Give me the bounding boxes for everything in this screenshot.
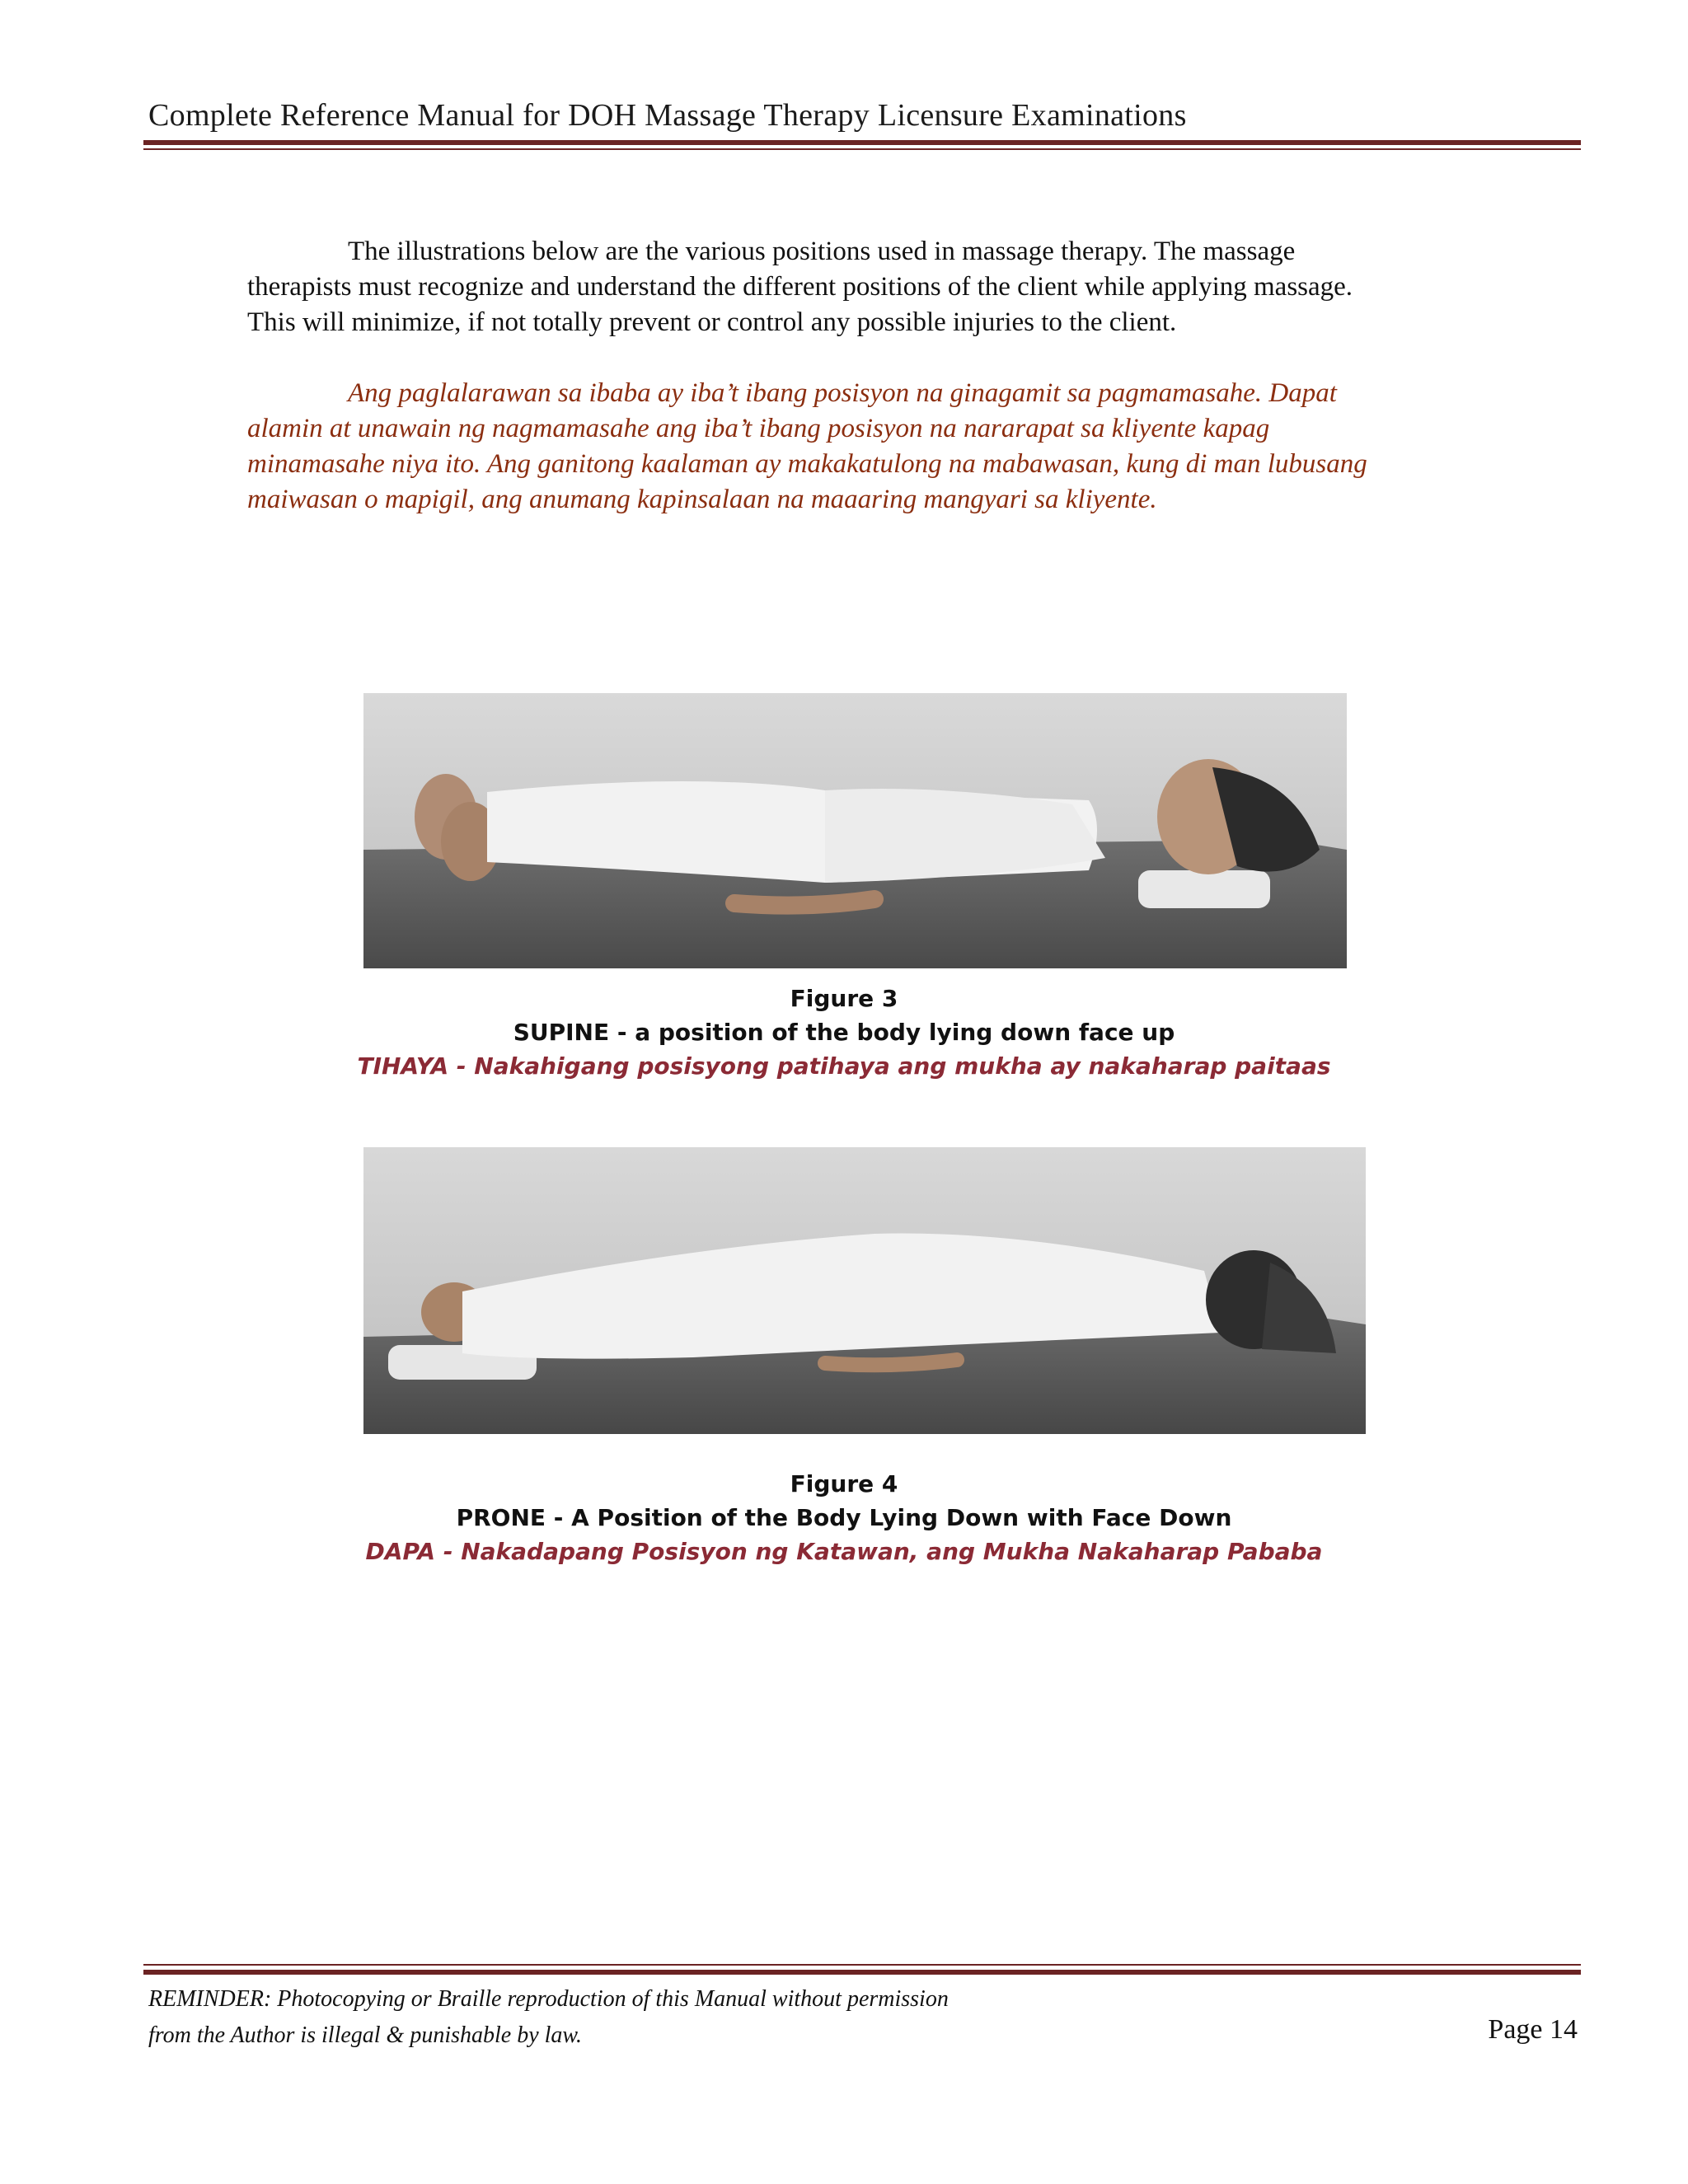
figure-number: Figure 3 — [790, 985, 898, 1012]
prone-illustration — [363, 1147, 1366, 1434]
paragraph-line: This will minimize, if not totally prevent or control any possible injuries to the client. — [247, 307, 1177, 337]
figure-4-photo — [363, 1147, 1366, 1434]
footer-rule-thin — [143, 1964, 1581, 1966]
figure-3-caption — [0, 982, 1688, 1083]
reminder-line: REMINDER: Photocopying or Braille reproduction of this Manual without permission — [148, 1986, 949, 2012]
english-paragraph — [247, 234, 1574, 340]
figure-number: Figure 4 — [790, 1470, 898, 1497]
supine-illustration — [363, 693, 1347, 968]
figure-title-english: SUPINE - a position of the body lying down face up — [513, 1019, 1175, 1046]
figure-3-photo — [363, 693, 1347, 968]
header-rule — [143, 140, 1581, 145]
running-header-title: Complete Reference Manual for DOH Massage Therapy Licensure Examinations — [148, 98, 1187, 133]
paragraph-line: alamin at unawain ng nagmamasahe ang iba’t ibang posisyon na nararapat sa kliyente kapag — [247, 414, 1270, 443]
figure-title-tagalog: TIHAYA - Nakahigang posisyong patihaya ang mukha ay nakaharap paitaas — [357, 1052, 1331, 1080]
header-rule-thin — [143, 148, 1581, 150]
paragraph-line: minamasahe niya ito. Ang ganitong kaalaman ay makakatulong na mabawasan, kung di man lubusang — [247, 449, 1367, 479]
footer-rule — [143, 1970, 1581, 1975]
tagalog-paragraph — [247, 376, 1574, 518]
copyright-reminder — [148, 1981, 949, 2054]
paragraph-line: maiwasan o mapigil, ang anumang kapinsalaan na maaaring mangyari sa kliyente. — [247, 485, 1157, 514]
paragraph-line: The illustrations below are the various positions used in massage therapy. The massage — [348, 237, 1296, 266]
page-number: Page 14 — [1488, 2014, 1578, 2045]
paragraph-line: Ang paglalarawan sa ibaba ay iba’t ibang posisyon na ginagamit sa pagmamasahe. Dapat — [348, 378, 1337, 408]
paragraph-line: therapists must recognize and understand the different positions of the client while applying massage. — [247, 272, 1353, 302]
figure-4-caption — [0, 1467, 1688, 1568]
figure-title-tagalog: DAPA - Nakadapang Posisyon ng Katawan, ang Mukha Nakaharap Pababa — [365, 1538, 1323, 1565]
reminder-line: from the Author is illegal & punishable by law. — [148, 2022, 583, 2048]
figure-title-english: PRONE - A Position of the Body Lying Down with Face Down — [456, 1504, 1232, 1531]
